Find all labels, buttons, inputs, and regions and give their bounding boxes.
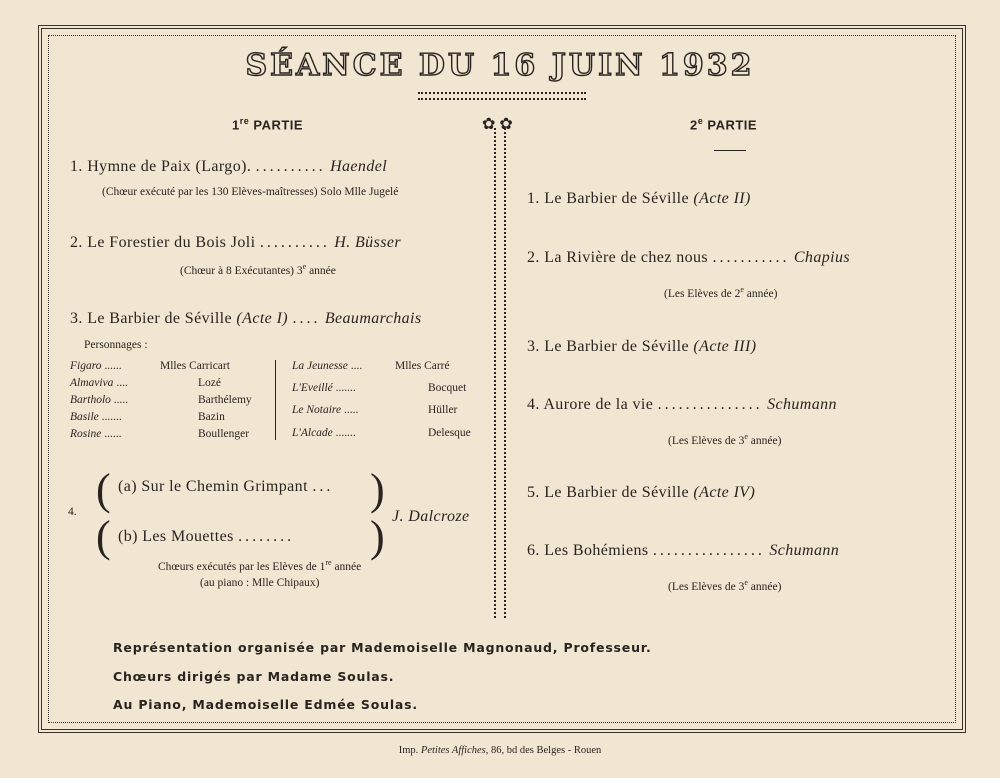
page-title: SÉANCE DU 16 JUIN 1932 <box>245 48 755 83</box>
part2-heading: 2e PARTIE <box>690 116 758 133</box>
cast-row: La Jeunesse .... <box>292 360 363 372</box>
cast-row: Rosine ...... <box>70 428 122 440</box>
cast-row: Basile ....... <box>70 411 122 423</box>
part1-item-3: 3. Le Barbier de Séville (Acte I) .... Beaumarchais <box>70 310 422 327</box>
part2-item-4: 4. Aurore de la vie ............... Schumann <box>527 396 837 413</box>
cast-actor: Mlles Carré <box>395 360 450 372</box>
part2-item-6: 6. Les Bohémiens ................ Schumann <box>527 542 840 559</box>
part2-item-1: 1. Le Barbier de Séville (Acte II) <box>527 190 751 207</box>
part1-item-1-note: (Chœur exécuté par les 130 Elèves-maîtresses) Solo Mlle Jugelé <box>102 186 399 198</box>
printer-imprint: Imp. Petites Affiches, 86, bd des Belges - Rouen <box>398 745 602 756</box>
part1-item-4-number: 4. <box>68 506 77 518</box>
cast-row: Almaviva .... <box>70 377 128 389</box>
part2-item-5: 5. Le Barbier de Séville (Acte IV) <box>527 484 756 501</box>
right-brace-icon: ) <box>370 465 385 514</box>
cast-actor: Delesque <box>428 427 471 439</box>
part1-item-1: 1. Hymne de Paix (Largo). .......... Haendel <box>70 158 388 175</box>
cast-actor: Lozé <box>198 377 221 389</box>
title-underline <box>418 92 586 100</box>
cast-actor: Bazin <box>198 411 225 423</box>
part1-item-4a: (a) Sur le Chemin Grimpant ... <box>118 478 334 495</box>
cast-label: Personnages : <box>84 339 148 351</box>
cast-row: Figaro ...... <box>70 360 122 372</box>
part1-heading: 1re PARTIE <box>232 116 304 133</box>
column-divider <box>494 128 506 618</box>
cast-actor: Barthélemy <box>198 394 252 406</box>
part1-item-4-composer: J. Dalcroze <box>392 508 470 525</box>
cast-row: L'Eveillé ....... <box>292 382 356 394</box>
cast-actor: Bocquet <box>428 382 467 394</box>
part1-item-2-note: (Chœur à 8 Exécutantes) 3e année <box>180 262 336 277</box>
part2-item-6-note: (Les Elèves de 3e année) <box>668 578 782 593</box>
cast-actor: Boullenger <box>198 428 250 440</box>
part1-item-4b: (b) Les Mouettes ........ <box>118 528 295 545</box>
right-brace-icon: ) <box>370 512 385 561</box>
cast-actor: Mlles Carricart <box>160 360 230 372</box>
cast-divider <box>275 360 276 440</box>
part1-item-2: 2. Le Forestier du Bois Joli .......... H. Büsser <box>70 234 401 251</box>
credit-line: Représentation organisée par Mademoiselle Magnonaud, Professeur. <box>113 640 652 655</box>
cast-row: Bartholo ..... <box>70 394 129 406</box>
ornament-icon: ✿✿ <box>482 116 517 133</box>
part1-item-4-note2: (au piano : Mlle Chipaux) <box>200 577 320 589</box>
part2-heading-rule <box>714 150 746 151</box>
cast-row: Le Notaire ..... <box>292 404 359 416</box>
part1-item-4-note: Chœurs exécutés par les Elèves de 1re année <box>158 558 362 573</box>
part2-item-4-note: (Les Elèves de 3e année) <box>668 432 782 447</box>
part2-item-3: 3. Le Barbier de Séville (Acte III) <box>527 338 757 355</box>
credit-line: Au Piano, Mademoiselle Edmée Soulas. <box>113 697 418 712</box>
cast-row: L'Alcade ....... <box>292 427 356 439</box>
part2-item-2-note: (Les Elèves de 2e année) <box>664 285 778 300</box>
cast-actor: Hüller <box>428 404 458 416</box>
left-brace-icon: ( <box>96 512 111 561</box>
left-brace-icon: ( <box>96 465 111 514</box>
part2-item-2: 2. La Rivière de chez nous ........... Chapius <box>527 249 850 266</box>
credit-line: Chœurs dirigés par Madame Soulas. <box>113 669 395 684</box>
